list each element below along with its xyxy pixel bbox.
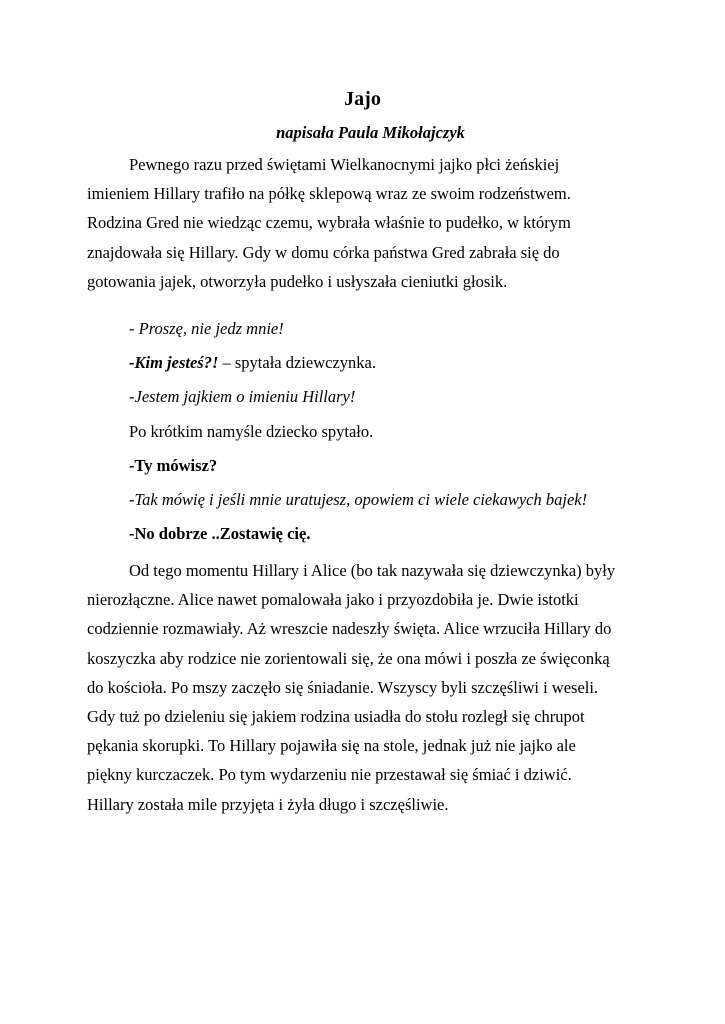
text-line: Rodzina Gred nie wiedząc czemu, wybrała właśnie to pudełko, w którym — [87, 213, 571, 233]
narration-line: Po krótkim namyśle dziecko spytało. — [129, 422, 374, 441]
text-line: imieniem Hillary trafiło na półkę sklepową wraz ze swoim rodzeństwem. — [87, 184, 571, 204]
text-line: gotowania jajek, otworzyła pudełko i usłyszała cieniutki głosik. — [87, 271, 508, 291]
text-line: pękania skorupki. To Hillary pojawiła się na stole, jednak już nie jajko ale — [87, 736, 576, 756]
text-line: codziennie rozmawiały. Aż wreszcie nadeszły święta. Alice wrzuciła Hillary do — [87, 619, 612, 639]
dialogue-line: -Tak mówię i jeśli mnie uratujesz, opowiem ci wiele ciekawych bajek! — [129, 490, 588, 509]
text-line: do kościoła. Po mszy zaczęło się śniadanie. Wszyscy byli szczęśliwi i weseli. — [87, 677, 599, 697]
dialogue-line — [129, 353, 376, 373]
document-title: Jajo — [344, 88, 381, 110]
dialogue-line: -Ty mówisz? — [129, 456, 218, 475]
dialogue-line: - Proszę, nie jedz mnie! — [129, 319, 284, 338]
text-line: Hillary została mile przyjęta i żyła długo i szczęśliwie. — [87, 794, 449, 814]
author-line: napisała Paula Mikołajczyk — [276, 123, 465, 142]
dialogue-narration: – spytała dziewczynka. — [218, 353, 376, 372]
text-line: Gdy tuż po dzieleniu się jakiem rodzina usiadła do stołu rozległ się chrupot — [87, 707, 585, 727]
dialogue-line: -No dobrze ..Zostawię cię. — [129, 524, 311, 543]
text-line: znajdowała się Hillary. Gdy w domu córka państwa Gred zabrała się do — [87, 242, 560, 262]
text-line: Pewnego razu przed świętami Wielkanocnymi jajko płci żeńskiej — [129, 155, 560, 174]
dialogue-question: -Kim jesteś?! — [129, 353, 219, 372]
text-line: koszyczka aby rodzice nie zorientowali się, że ona mówi i poszła ze święconką — [87, 648, 610, 668]
paragraph-intro — [87, 150, 647, 296]
paragraph-story — [87, 556, 647, 819]
text-line: Od tego momentu Hillary i Alice (bo tak nazywała się dziewczynka) były — [129, 561, 616, 580]
dialogue-line: -Jestem jajkiem o imieniu Hillary! — [129, 387, 356, 406]
text-line: nierozłączne. Alice nawet pomalowała jako i przyozdobiła je. Dwie istotki — [87, 590, 579, 610]
text-line: piękny kurczaczek. Po tym wydarzeniu nie przestawał się śmiać i dziwić. — [87, 765, 572, 785]
